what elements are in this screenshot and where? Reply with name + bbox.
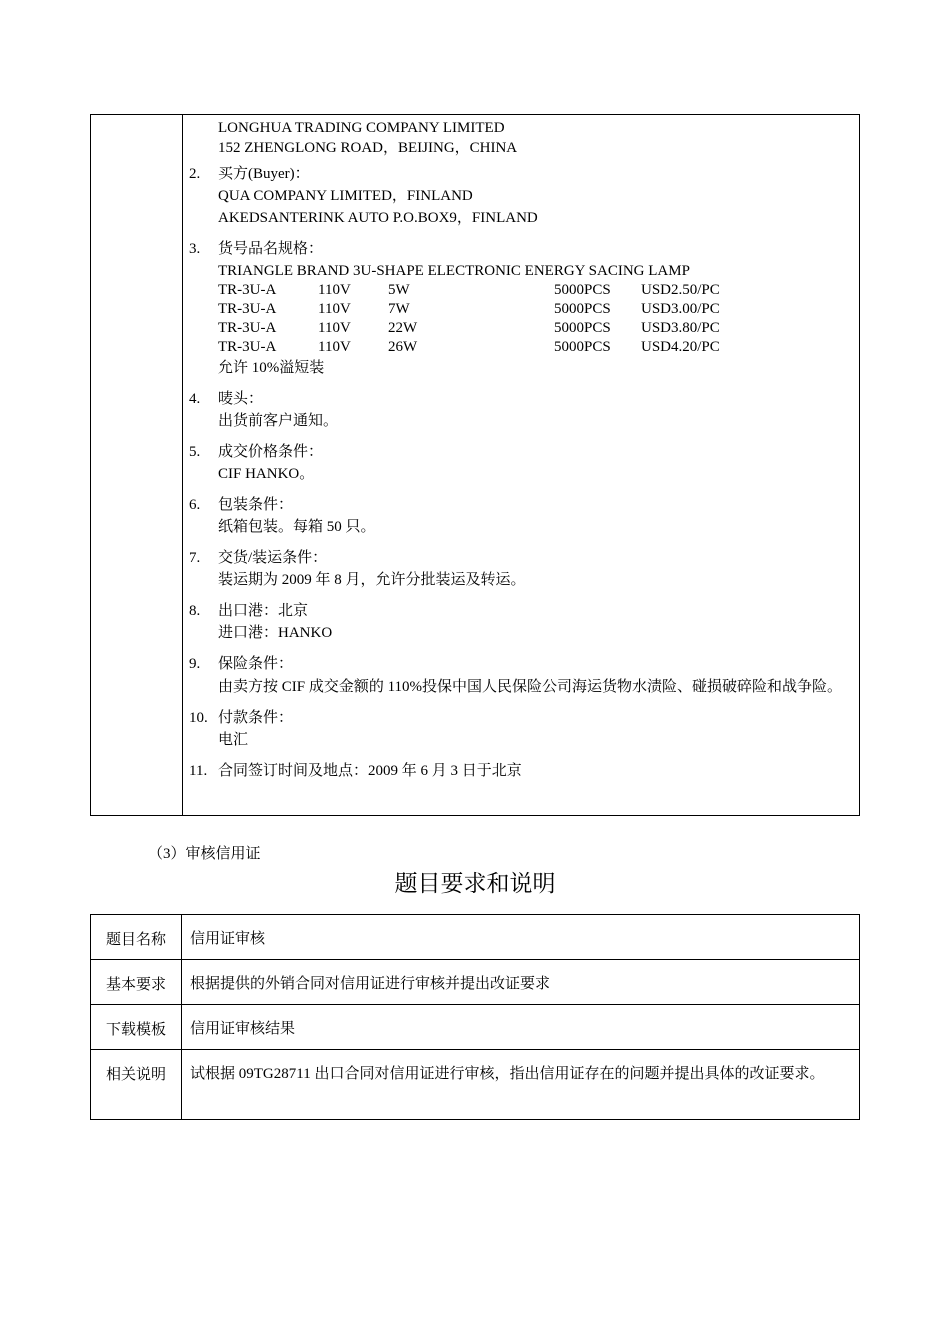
table-row [91,1050,860,1120]
contract-item-packing [189,495,855,537]
item-label: 唛头： [218,391,264,407]
goods-model: TR-3U-A [218,282,277,298]
seller-block [189,118,855,158]
contract-item-insurance [189,654,855,698]
item-label: 买方(Buyer)： [218,166,310,182]
item-label: 合同签订时间及地点：2009 年 6 月 3 日于北京 [218,763,522,779]
buyer-name: QUA COMPANY LIMITED，FINLAND [218,188,473,204]
contract-table [90,114,860,816]
goods-qty: 5000PCS [554,339,611,355]
row-key: 题目名称 [91,915,182,960]
goods-row [218,338,855,357]
item-label: 交货/装运条件： [218,550,328,566]
section-title: 题目要求和说明 [394,871,556,897]
item-value: 进口港：HANKO [218,625,333,641]
item-label: 出口港：北京 [218,603,309,619]
goods-voltage: 110V [318,339,351,355]
item-label: 保险条件： [218,656,294,672]
goods-qty: 5000PCS [554,320,611,336]
item-number: 6. [189,497,201,513]
row-key: 基本要求 [91,960,182,1005]
contract-item-goods [189,239,855,378]
item-number: 2. [189,166,201,182]
table-row [91,960,860,1005]
contract-item-marks [189,389,855,431]
row-value: 试根据 09TG28711 出口合同对信用证进行审核，指出信用证存在的问题并提出具体的改证要求。 [182,1050,860,1120]
goods-voltage: 110V [318,320,351,336]
row-key: 相关说明 [91,1050,182,1120]
item-number: 3. [189,241,201,257]
goods-description: TRIANGLE BRAND 3U-SHAPE ELECTRONIC ENERGY SACING LAMP [218,263,690,279]
goods-price: USD2.50/PC [641,282,720,298]
table-column-divider [182,115,183,815]
goods-voltage: 110V [318,282,351,298]
item-value: 装运期为 2009 年 8 月，允许分批装运及转运。 [218,572,526,588]
contract-item-payment [189,708,855,750]
goods-model: TR-3U-A [218,320,277,336]
item-value: 纸箱包装。每箱 50 只。 [218,519,376,535]
contract-item-signing [189,761,855,781]
item-label: 成交价格条件： [218,444,324,460]
goods-row [218,281,855,300]
item-number: 10. [189,710,208,726]
seller-name: LONGHUA TRADING COMPANY LIMITED [218,120,505,136]
item-value: 由卖方按 CIF 成交金额的 110%投保中国人民保险公司海运货物水渍险、碰损破碎险和战争险。 [218,679,843,695]
goods-row [218,300,855,319]
goods-price: USD3.80/PC [641,320,720,336]
contract-item-buyer [189,164,855,228]
contract-item-price-terms [189,442,855,484]
goods-model: TR-3U-A [218,301,277,317]
row-key: 下载模板 [91,1005,182,1050]
contract-content [189,118,855,781]
row-value: 根据提供的外销合同对信用证进行审核并提出改证要求 [182,960,860,1005]
item-number: 9. [189,656,201,672]
goods-power: 7W [388,301,410,317]
table-row [91,1005,860,1050]
row-value: 信用证审核结果 [182,1005,860,1050]
item-number: 5. [189,444,201,460]
seller-address: 152 ZHENGLONG ROAD，BEIJING，CHINA [218,140,518,156]
item-value: CIF HANKO。 [218,466,315,482]
goods-power: 5W [388,282,410,298]
item-label: 包装条件： [218,497,294,513]
goods-qty: 5000PCS [554,301,611,317]
goods-price: USD4.20/PC [641,339,720,355]
item-value: 电汇 [218,732,249,748]
goods-price: USD3.00/PC [641,301,720,317]
goods-voltage: 110V [318,301,351,317]
goods-power: 26W [388,339,418,355]
item-label: 货号品名规格： [218,241,324,257]
goods-power: 22W [388,320,418,336]
item-number: 11. [189,763,208,779]
goods-tolerance: 允许 10%溢短装 [218,360,325,376]
requirements-table [90,914,860,1120]
goods-qty: 5000PCS [554,282,611,298]
goods-row [218,319,855,338]
item-number: 4. [189,391,201,407]
buyer-address: AKEDSANTERINK AUTO P.O.BOX9，FINLAND [218,210,538,226]
item-number: 8. [189,603,201,619]
section-subtitle: （3）审核信用证 [148,846,261,862]
contract-item-shipment [189,548,855,590]
item-number: 7. [189,550,201,566]
goods-model: TR-3U-A [218,339,277,355]
item-label: 付款条件： [218,710,294,726]
table-row [91,915,860,960]
item-value: 出货前客户通知。 [218,413,339,429]
contract-item-ports [189,601,855,643]
row-value: 信用证审核 [182,915,860,960]
